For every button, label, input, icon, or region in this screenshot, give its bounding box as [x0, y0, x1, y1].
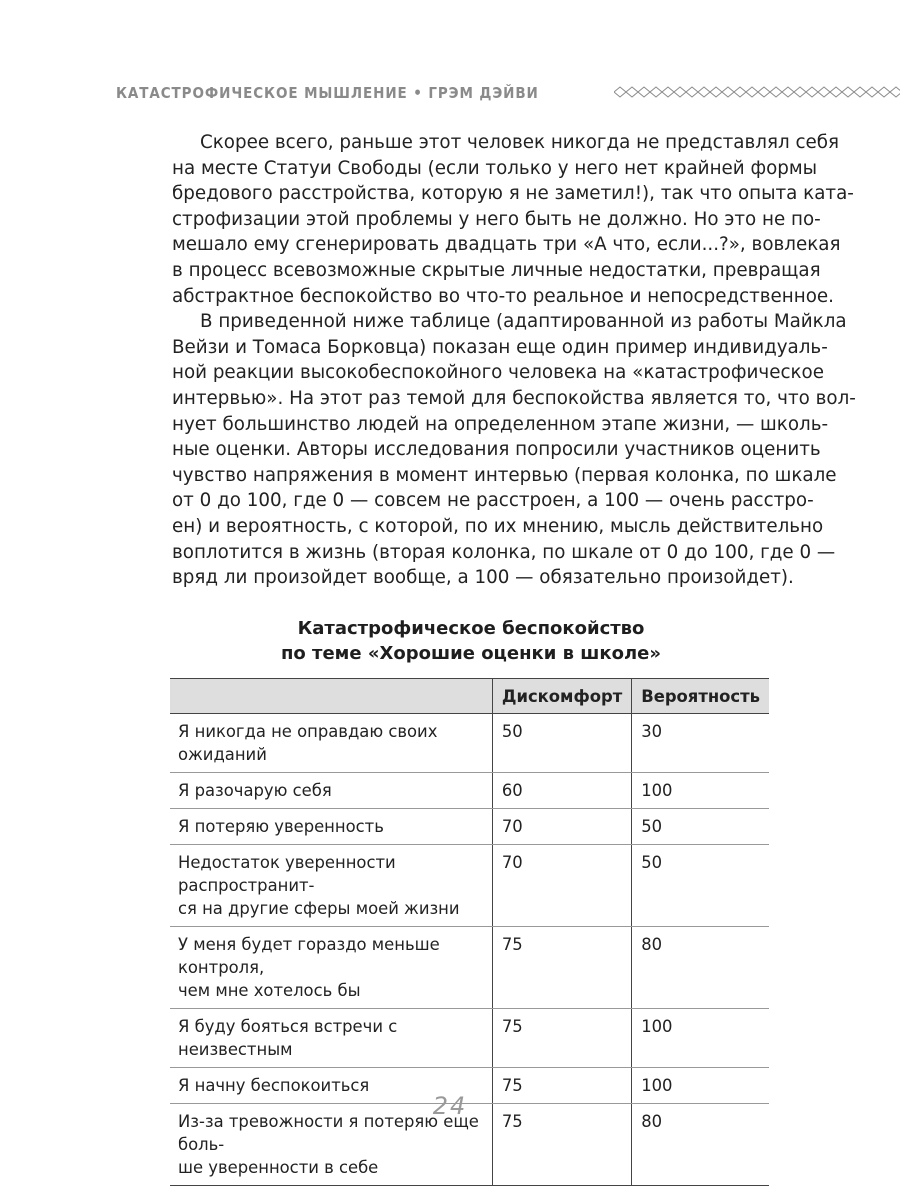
probability-cell: 50	[632, 809, 769, 845]
text-line: чувство напряжения в момент интервью (первая колонка, по шкале	[172, 464, 837, 486]
text-line: Скорее всего, раньше этот человек никогда не представлял себя	[200, 132, 840, 153]
table-row	[170, 714, 769, 773]
probability-cell: 50	[632, 845, 769, 927]
text-line: интервью». На этот раз темой для беспокойства является то, что вол-	[172, 387, 856, 409]
diamond-ornament-icon	[614, 85, 900, 99]
probability-cell: 100	[632, 1009, 769, 1068]
discomfort-cell: 75	[492, 1009, 631, 1068]
text-line: воплотится в жизнь (вторая колонка, по шкале от 0 до 100, где 0 —	[172, 541, 836, 563]
text-line: абстрактное беспокойство во что-то реальное и непосредственное.	[172, 285, 834, 307]
discomfort-cell: 70	[492, 809, 631, 845]
body-text	[172, 130, 856, 591]
header-discomfort: Дискомфорт	[492, 679, 631, 714]
paragraph	[172, 130, 854, 309]
text-line: Вейзи и Томаса Борковца) показан еще один пример индивидуаль-	[172, 336, 828, 358]
discomfort-cell: 60	[492, 773, 631, 809]
text-line: В приведенной ниже таблице (адаптированной из работы Майкла	[200, 311, 847, 333]
table-caption-line: Катастрофическое беспокойство	[297, 618, 645, 639]
statement-line: ся на другие сферы моей жизни	[178, 899, 460, 918]
table-row	[170, 927, 769, 1009]
text-line: в процесс всевозможные скрытые личные недостатки, превращая	[172, 259, 821, 281]
paragraph	[172, 309, 856, 591]
probability-cell: 80	[632, 927, 769, 1009]
statement-line: Я потеряю уверенность	[178, 817, 384, 836]
statement-line: Из-за тревожности я потеряю еще боль-	[178, 1112, 479, 1154]
text-line: нует большинство людей на определенном этапе жизни, — школь-	[172, 413, 829, 435]
discomfort-cell: 75	[492, 927, 631, 1009]
statement-cell	[170, 809, 492, 845]
header-probability: Вероятность	[632, 679, 769, 714]
statement-line: Я никогда не оправдаю своих ожиданий	[178, 722, 438, 764]
running-head	[116, 80, 816, 106]
text-line: от 0 до 100, где 0 — совсем не расстроен, а 100 — очень расстро-	[172, 490, 814, 512]
text-line: ной реакции высокобеспокойного человека на «катастрофическое	[172, 362, 824, 384]
page-number: 24	[432, 1092, 468, 1120]
text-line: мешало ему сгенерировать двадцать три «А что, если...?», вовлекая	[172, 234, 841, 256]
discomfort-cell: 75	[492, 1068, 631, 1104]
statement-line: Недостаток уверенности распространит-	[178, 853, 396, 895]
text-line: ен) и вероятность, с которой, по их мнению, мысль действительно	[172, 515, 824, 537]
running-head-title: КАТАСТРОФИЧЕСКОЕ МЫШЛЕНИЕ • ГРЭМ ДЭЙВИ	[116, 84, 539, 102]
probability-cell: 100	[632, 773, 769, 809]
statement-cell	[170, 1009, 492, 1068]
statement-line: чем мне хотелось бы	[178, 981, 361, 1000]
table-row	[170, 773, 769, 809]
table-row	[170, 809, 769, 845]
discomfort-cell: 70	[492, 845, 631, 927]
text-line: строфизации этой проблемы у него быть не должно. Но это не по-	[172, 208, 821, 230]
statement-cell	[170, 927, 492, 1009]
table-header-row	[170, 679, 769, 714]
probability-cell: 80	[632, 1104, 769, 1186]
statement-line: У меня будет гораздо меньше контроля,	[178, 935, 440, 977]
statement-line: Я разочарую себя	[178, 781, 332, 800]
table-caption-line: по теме «Хорошие оценки в школе»	[280, 643, 662, 664]
discomfort-cell: 50	[492, 714, 631, 773]
statement-cell	[170, 845, 492, 927]
table-row	[170, 1009, 769, 1068]
discomfort-cell: 75	[492, 1104, 631, 1186]
text-line: ные оценки. Авторы исследования попросили участников оценить	[172, 439, 821, 461]
statement-cell	[170, 773, 492, 809]
statement-line: ше уверенности в себе	[178, 1158, 379, 1177]
statement-line: Я буду бояться встречи с неизвестным	[178, 1017, 398, 1059]
text-line: на месте Статуи Свободы (если только у него нет крайней формы	[172, 157, 818, 179]
statement-line: Я начну беспокоиться	[178, 1076, 370, 1095]
probability-cell: 100	[632, 1068, 769, 1104]
text-line: вряд ли произойдет вообще, а 100 — обязательно произойдет).	[172, 567, 794, 589]
statement-cell	[170, 714, 492, 773]
text-line: бредового расстройства, которую я не заметил!), так что опыта ката-	[172, 183, 854, 205]
header-statement	[170, 679, 492, 714]
table-row	[170, 845, 769, 927]
table-caption	[172, 616, 770, 666]
probability-cell: 30	[632, 714, 769, 773]
